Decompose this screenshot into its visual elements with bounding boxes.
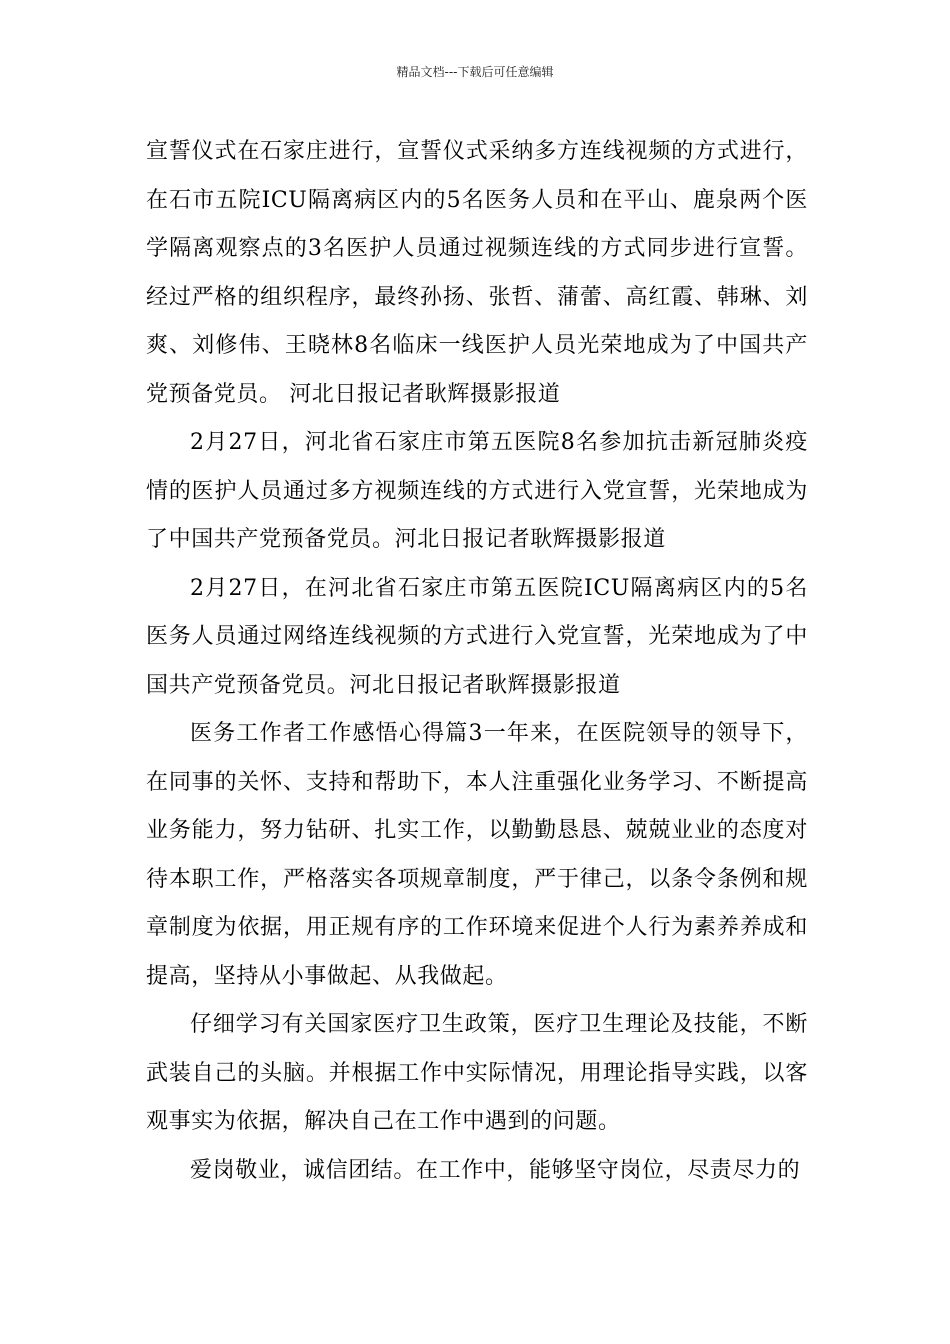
paragraph-dedication: 爱岗敬业，诚信团结。在工作中，能够坚守岗位，尽责尽力的 bbox=[190, 1157, 801, 1183]
paragraph-feb27-first: 2月27日，河北省石家庄市第五医院8名参加抗击新冠肺炎疫情的医护人员通过多方视频连线的方式进行入党宣誓，光荣地成为了中国共产党预备党员。河北日报记者耿辉摄影报道 bbox=[146, 430, 808, 552]
paragraph-feb27-icu: 2月27日，在河北省石家庄市第五医院ICU隔离病区内的5名医务人员通过网络连线视频的方式进行入党宣誓，光荣地成为了中国共产党预备党员。河北日报记者耿辉摄影报道 bbox=[146, 575, 808, 698]
document-body bbox=[146, 128, 808, 1195]
paragraph-work-reflection: 医务工作者工作感悟心得篇3一年来，在医院领导的领导下，在同事的关怀、支持和帮助下，本人注重强化业务学习、不断提高业务能力，努力钻研、扎实工作，以勤勤恳恳、兢兢业业的态度对待本职工作，严格落实各项规章制度，严于律己，以条令条例和规章制度为依据，用正规有序的工作环境来促进个人行为素养养成和提高，坚持从小事做起、从我做起。 bbox=[146, 721, 808, 989]
paragraph-policy-study: 仔细学习有关国家医疗卫生政策，医疗卫生理论及技能，不断武装自己的头脑。并根据工作中实际情况，用理论指导实践，以客观事实为依据，解决自己在工作中遇到的问题。 bbox=[146, 1012, 808, 1134]
paragraph-oath-ceremony: 宣誓仪式在石家庄进行，宣誓仪式采纳多方连线视频的方式进行，在石市五院ICU隔离病区内的5名医务人员和在平山、鹿泉两个医学隔离观察点的3名医护人员通过视频连线的方式同步进行宣誓。经过严格的组织程序，最终孙扬、张哲、蒲蕾、高红霞、韩琳、刘爽、刘修伟、王晓林8名临床一线医护人员光荣地成为了中国共产党预备党员。 河北日报记者耿辉摄影报道 bbox=[146, 139, 808, 407]
page-header: 精品文档---下载后可任意编辑 bbox=[396, 65, 554, 79]
